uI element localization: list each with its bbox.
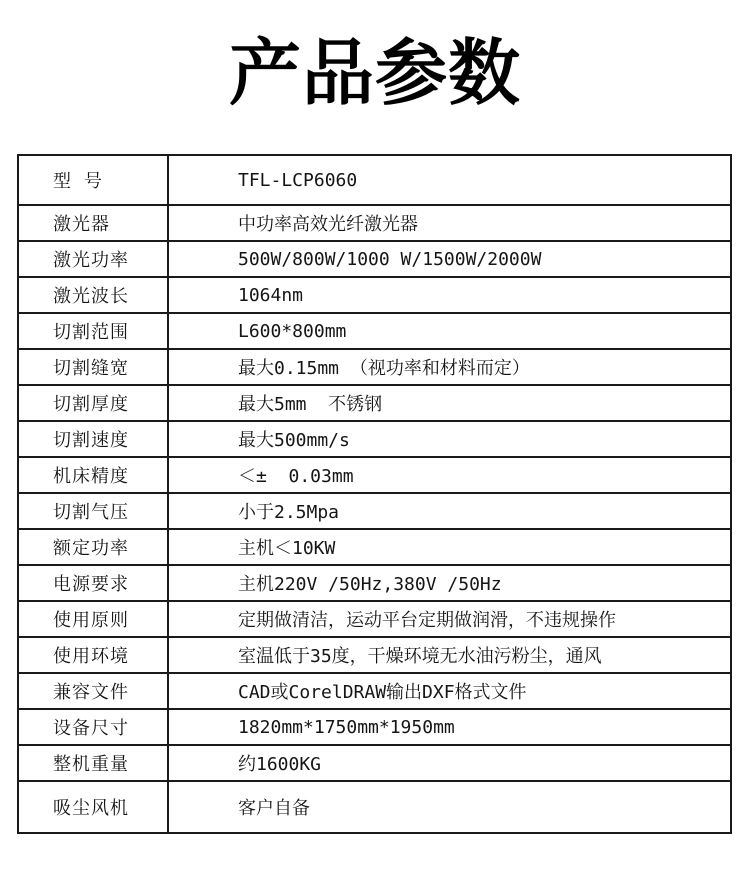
product-spec-table — [17, 154, 732, 834]
spec-value: 小于2.5Mpa — [168, 493, 731, 529]
spec-value: L600*800mm — [168, 313, 731, 349]
table-row — [18, 277, 731, 313]
spec-value: 1820mm*1750mm*1950mm — [168, 709, 731, 745]
table-row — [18, 529, 731, 565]
spec-label: 激光波长 — [18, 277, 168, 313]
spec-value: ＜± 0.03mm — [168, 457, 731, 493]
table-row — [18, 349, 731, 385]
table-row — [18, 385, 731, 421]
table-row — [18, 709, 731, 745]
spec-label: 切割气压 — [18, 493, 168, 529]
table-row — [18, 313, 731, 349]
spec-label: 切割厚度 — [18, 385, 168, 421]
table-row — [18, 493, 731, 529]
table-row — [18, 421, 731, 457]
spec-value: 最大0.15mm （视功率和材料而定） — [168, 349, 731, 385]
table-row — [18, 565, 731, 601]
table-row — [18, 745, 731, 781]
spec-label: 切割速度 — [18, 421, 168, 457]
spec-label: 型 号 — [18, 155, 168, 205]
spec-value: 最大5mm 不锈钢 — [168, 385, 731, 421]
spec-label: 兼容文件 — [18, 673, 168, 709]
spec-value: CAD或CorelDRAW输出DXF格式文件 — [168, 673, 731, 709]
spec-label: 切割缝宽 — [18, 349, 168, 385]
spec-value: 定期做清洁，运动平台定期做润滑，不违规操作 — [168, 601, 731, 637]
spec-value: TFL-LCP6060 — [168, 155, 731, 205]
spec-value: 500W/800W/1000 W/1500W/2000W — [168, 241, 731, 277]
spec-label: 切割范围 — [18, 313, 168, 349]
spec-value: 中功率高效光纤激光器 — [168, 205, 731, 241]
table-row — [18, 155, 731, 205]
spec-value: 客户自备 — [168, 781, 731, 833]
spec-label: 激光功率 — [18, 241, 168, 277]
spec-label: 激光器 — [18, 205, 168, 241]
table-row — [18, 601, 731, 637]
table-row — [18, 673, 731, 709]
table-row — [18, 637, 731, 673]
spec-label: 电源要求 — [18, 565, 168, 601]
spec-label: 使用原则 — [18, 601, 168, 637]
table-row — [18, 241, 731, 277]
spec-label: 额定功率 — [18, 529, 168, 565]
spec-label: 整机重量 — [18, 745, 168, 781]
spec-label: 吸尘风机 — [18, 781, 168, 833]
table-row — [18, 457, 731, 493]
table-row — [18, 781, 731, 833]
spec-label: 设备尺寸 — [18, 709, 168, 745]
spec-value: 约1600KG — [168, 745, 731, 781]
page-title: 产品参数 — [228, 34, 521, 114]
spec-value: 最大500mm/s — [168, 421, 731, 457]
spec-value: 室温低于35度，干燥环境无水油污粉尘，通风 — [168, 637, 731, 673]
spec-value: 主机220V /50Hz,380V /50Hz — [168, 565, 731, 601]
spec-table-body — [18, 155, 731, 833]
spec-label: 机床精度 — [18, 457, 168, 493]
spec-value: 1064nm — [168, 277, 731, 313]
spec-value: 主机＜10KW — [168, 529, 731, 565]
table-row — [18, 205, 731, 241]
spec-label: 使用环境 — [18, 637, 168, 673]
